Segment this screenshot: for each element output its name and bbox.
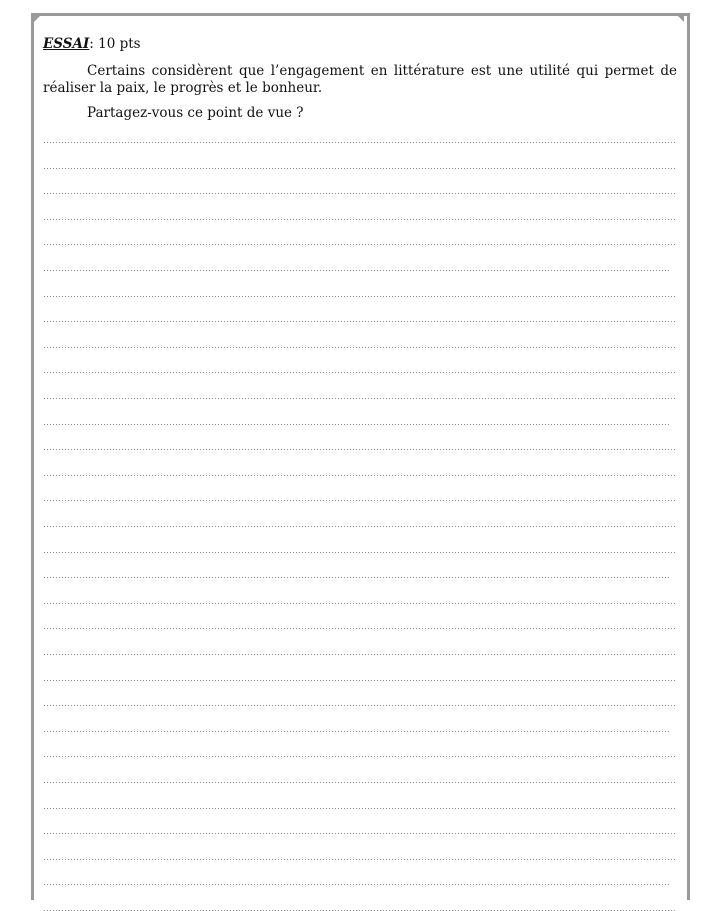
answer-line[interactable]	[43, 131, 677, 143]
answer-line[interactable]	[43, 387, 677, 399]
frame-corner-ornament-left	[34, 16, 40, 22]
answer-line[interactable]	[43, 745, 677, 757]
answer-line[interactable]	[43, 617, 677, 629]
answer-line[interactable]	[43, 182, 677, 194]
answer-line[interactable]	[43, 669, 677, 681]
page-frame-right	[687, 13, 690, 900]
answer-line[interactable]	[43, 413, 669, 425]
answer-line[interactable]	[43, 285, 677, 297]
answer-line[interactable]	[43, 336, 677, 348]
answer-line[interactable]	[43, 643, 677, 655]
answer-line[interactable]	[43, 592, 677, 604]
answer-line[interactable]	[43, 848, 677, 860]
page-frame-left	[31, 13, 34, 900]
essay-question: Partagez-vous ce point de vue ?	[87, 105, 304, 121]
exercise-heading	[43, 35, 141, 53]
answer-line[interactable]	[43, 259, 669, 271]
answer-line[interactable]	[43, 233, 677, 245]
answer-line[interactable]	[43, 438, 677, 450]
answer-line[interactable]	[43, 771, 677, 783]
answer-line[interactable]	[43, 361, 677, 373]
answer-line[interactable]	[43, 873, 669, 885]
answer-line[interactable]	[43, 541, 677, 553]
answer-line[interactable]	[43, 157, 677, 169]
essay-statement: Certains considèrent que l’engagement en littérature est une utilité qui permet de réaliser la paix, le progrès et le bonheur.	[43, 63, 677, 96]
answer-line[interactable]	[43, 310, 677, 322]
answer-line[interactable]	[43, 720, 669, 732]
answer-line[interactable]	[43, 822, 677, 834]
exercise-points: : 10 pts	[89, 36, 141, 52]
answer-line[interactable]	[43, 797, 677, 809]
answer-line[interactable]	[43, 515, 677, 527]
page-frame-top	[31, 13, 690, 16]
answer-line[interactable]	[43, 566, 669, 578]
frame-corner-ornament-right	[678, 16, 684, 22]
answer-line[interactable]	[43, 694, 677, 706]
answer-line[interactable]	[43, 208, 677, 220]
answer-line[interactable]	[43, 899, 677, 911]
answer-line[interactable]	[43, 464, 677, 476]
answer-line[interactable]	[43, 489, 677, 501]
exercise-title: ESSAI	[43, 36, 90, 52]
